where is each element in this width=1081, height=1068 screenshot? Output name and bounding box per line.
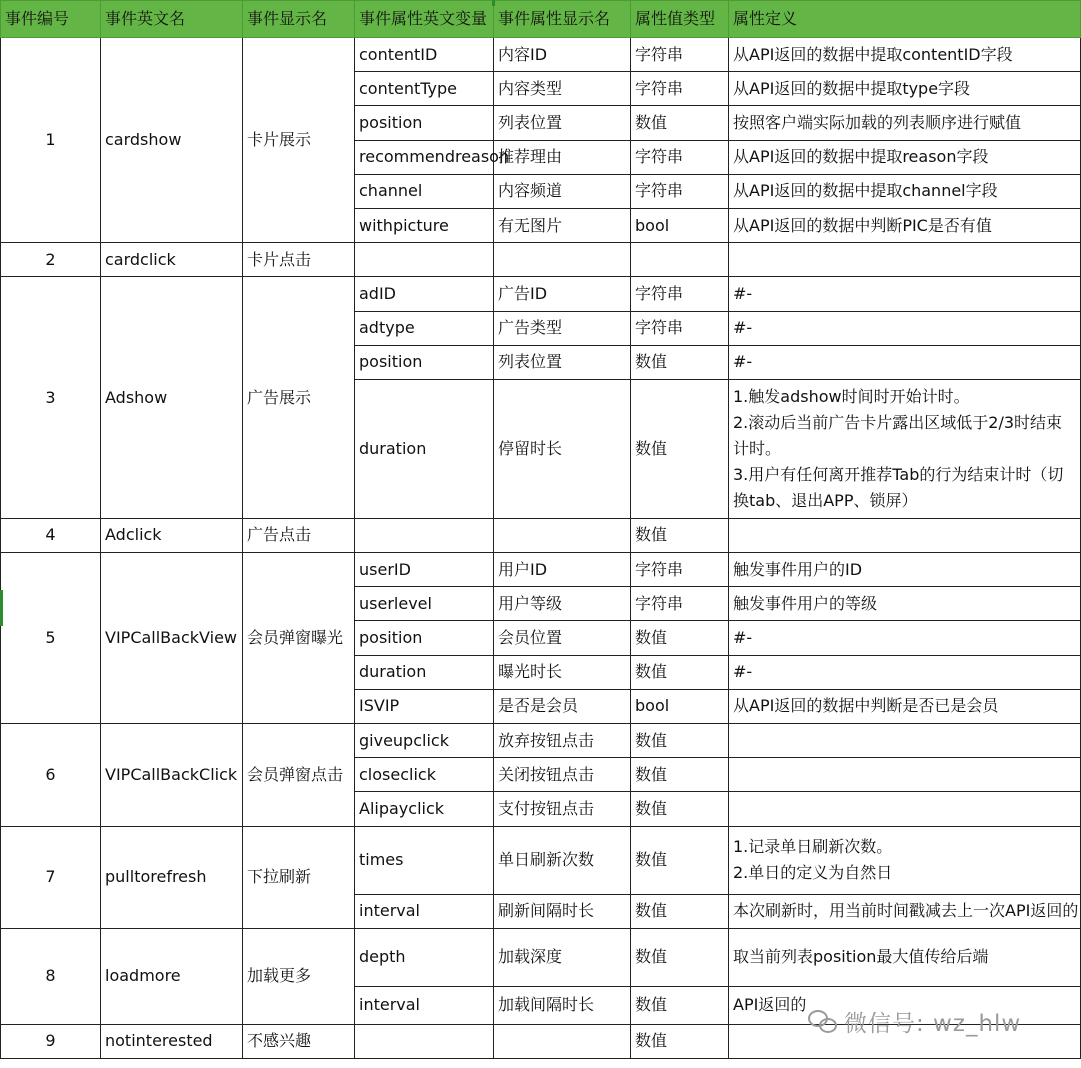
event-en-cell: cardclick: [101, 243, 243, 277]
event-display-cell: 会员弹窗曝光: [243, 553, 355, 724]
table-row: [1, 928, 1081, 986]
value-type-cell: 字符串: [631, 553, 729, 587]
attr-en-cell: position: [355, 621, 494, 655]
event-id-cell: 4: [1, 518, 101, 552]
definition-cell: [729, 724, 1081, 758]
table-row: [1, 277, 1081, 311]
attr-display-cell: 曝光时长: [494, 655, 631, 689]
definition-cell: 触发事件用户的ID: [729, 553, 1081, 587]
value-type-cell: 字符串: [631, 587, 729, 621]
definition-cell: 从API返回的数据中提取reason字段: [729, 140, 1081, 174]
definition-cell: [729, 518, 1081, 552]
value-type-cell: 字符串: [631, 38, 729, 72]
attr-en-cell: giveupclick: [355, 724, 494, 758]
event-display-cell: 卡片点击: [243, 243, 355, 277]
event-display-cell: 下拉刷新: [243, 826, 355, 928]
value-type-cell: 数值: [631, 724, 729, 758]
attr-en-cell: [355, 243, 494, 277]
definition-cell: #-: [729, 621, 1081, 655]
value-type-cell: 数值: [631, 792, 729, 826]
attr-display-cell: 用户ID: [494, 553, 631, 587]
attr-en-cell: recommendreason: [355, 140, 494, 174]
attr-display-cell: 内容ID: [494, 38, 631, 72]
attr-display-cell: 有无图片: [494, 208, 631, 242]
definition-cell: [729, 758, 1081, 792]
attr-display-cell: 列表位置: [494, 106, 631, 140]
attr-en-cell: [355, 1024, 494, 1058]
attr-display-cell: 列表位置: [494, 345, 631, 379]
definition-cell: 按照客户端实际加载的列表顺序进行赋值: [729, 106, 1081, 140]
definition-cell: 从API返回的数据中提取contentID字段: [729, 38, 1081, 72]
event-id-cell: 6: [1, 724, 101, 827]
attr-display-cell: 刷新间隔时长: [494, 894, 631, 928]
event-en-cell: Adclick: [101, 518, 243, 552]
value-type-cell: 数值: [631, 621, 729, 655]
table-row: [1, 724, 1081, 758]
definition-cell: #-: [729, 311, 1081, 345]
definition-cell: 从API返回的数据中判断是否已是会员: [729, 689, 1081, 723]
attr-en-cell: adtype: [355, 311, 494, 345]
value-type-cell: 字符串: [631, 277, 729, 311]
attr-en-cell: adID: [355, 277, 494, 311]
table-row: [1, 553, 1081, 587]
value-type-cell: 字符串: [631, 140, 729, 174]
attr-en-cell: Alipayclick: [355, 792, 494, 826]
table-row: [1, 243, 1081, 277]
header-attr-en: 事件属性英文变量: [355, 1, 494, 38]
definition-cell: #-: [729, 277, 1081, 311]
event-id-cell: 8: [1, 928, 101, 1024]
event-id-cell: 9: [1, 1024, 101, 1058]
attr-en-cell: interval: [355, 986, 494, 1024]
value-type-cell: 数值: [631, 1024, 729, 1058]
attr-display-cell: 内容频道: [494, 174, 631, 208]
header-event-display: 事件显示名: [243, 1, 355, 38]
attr-en-cell: position: [355, 106, 494, 140]
value-type-cell: 数值: [631, 758, 729, 792]
definition-cell: 取当前列表position最大值传给后端: [729, 928, 1081, 986]
table-row: [1, 38, 1081, 72]
attr-en-cell: duration: [355, 379, 494, 518]
watermark-text: 微信号: wz_hlw: [844, 1010, 1022, 1037]
value-type-cell: 数值: [631, 986, 729, 1024]
event-id-cell: 5: [1, 553, 101, 724]
event-id-cell: 1: [1, 38, 101, 243]
attr-en-cell: userID: [355, 553, 494, 587]
attr-en-cell: contentType: [355, 72, 494, 106]
definition-cell: 从API返回的数据中判断PIC是否有值: [729, 208, 1081, 242]
definition-cell: 1.记录单日刷新次数。 2.单日的定义为自然日: [729, 826, 1081, 894]
definition-cell: #-: [729, 655, 1081, 689]
definition-cell: 本次刷新时，用当前时间戳减去上一次API返回的: [729, 894, 1081, 928]
attr-display-cell: 关闭按钮点击: [494, 758, 631, 792]
attr-display-cell: 内容类型: [494, 72, 631, 106]
attr-display-cell: 支付按钮点击: [494, 792, 631, 826]
attr-en-cell: withpicture: [355, 208, 494, 242]
watermark: [808, 1003, 1053, 1039]
value-type-cell: 数值: [631, 826, 729, 894]
value-type-cell: 数值: [631, 894, 729, 928]
attr-display-cell: [494, 518, 631, 552]
attr-display-cell: 广告ID: [494, 277, 631, 311]
event-en-cell: loadmore: [101, 928, 243, 1024]
attr-display-cell: 推荐理由: [494, 140, 631, 174]
event-en-cell: VIPCallBackClick: [101, 724, 243, 827]
cell-cursor-mark: [492, 0, 495, 6]
definition-cell: 从API返回的数据中提取type字段: [729, 72, 1081, 106]
value-type-cell: 数值: [631, 345, 729, 379]
value-type-cell: bool: [631, 208, 729, 242]
attr-en-cell: userlevel: [355, 587, 494, 621]
event-id-cell: 2: [1, 243, 101, 277]
attr-en-cell: interval: [355, 894, 494, 928]
event-display-cell: 卡片展示: [243, 38, 355, 243]
attr-display-cell: 停留时长: [494, 379, 631, 518]
event-display-cell: 加载更多: [243, 928, 355, 1024]
definition-cell: API返回的: [729, 986, 1081, 1024]
attr-display-cell: 加载深度: [494, 928, 631, 986]
value-type-cell: 数值: [631, 928, 729, 986]
attr-en-cell: ISVIP: [355, 689, 494, 723]
attr-display-cell: 会员位置: [494, 621, 631, 655]
value-type-cell: 数值: [631, 379, 729, 518]
definition-cell: [729, 243, 1081, 277]
header-row: [1, 1, 1081, 38]
header-attr-display: 事件属性显示名: [494, 1, 631, 38]
event-display-cell: 不感兴趣: [243, 1024, 355, 1058]
event-en-cell: VIPCallBackView: [101, 553, 243, 724]
attr-en-cell: closeclick: [355, 758, 494, 792]
value-type-cell: 字符串: [631, 311, 729, 345]
attr-display-cell: 放弃按钮点击: [494, 724, 631, 758]
definition-cell: 从API返回的数据中提取channel字段: [729, 174, 1081, 208]
definition-cell: 1.触发adshow时间时开始计时。 2.滚动后当前广告卡片露出区域低于2/3时结束计时。 3.用户有任何离开推荐Tab的行为结束计时（切换tab、退出APP、锁屏）: [729, 379, 1081, 518]
definition-cell: [729, 792, 1081, 826]
table-row: [1, 826, 1081, 894]
value-type-cell: 字符串: [631, 174, 729, 208]
wechat-logo-icon: [808, 1008, 838, 1034]
attr-en-cell: duration: [355, 655, 494, 689]
attr-en-cell: position: [355, 345, 494, 379]
event-display-cell: 会员弹窗点击: [243, 724, 355, 827]
event-id-cell: 7: [1, 826, 101, 928]
value-type-cell: 字符串: [631, 72, 729, 106]
event-display-cell: 广告展示: [243, 277, 355, 519]
attr-en-cell: times: [355, 826, 494, 894]
value-type-cell: bool: [631, 689, 729, 723]
table-body: [1, 38, 1081, 1059]
value-type-cell: 数值: [631, 518, 729, 552]
attr-display-cell: 用户等级: [494, 587, 631, 621]
row-selection-mark: [0, 590, 3, 626]
event-en-cell: Adshow: [101, 277, 243, 519]
attr-en-cell: depth: [355, 928, 494, 986]
header-event-en: 事件英文名: [101, 1, 243, 38]
definition-cell: #-: [729, 345, 1081, 379]
event-en-cell: notinterested: [101, 1024, 243, 1058]
value-type-cell: [631, 243, 729, 277]
event-en-cell: pulltorefresh: [101, 826, 243, 928]
attr-en-cell: contentID: [355, 38, 494, 72]
attr-display-cell: 是否是会员: [494, 689, 631, 723]
table-row: [1, 518, 1081, 552]
event-display-cell: 广告点击: [243, 518, 355, 552]
header-event-id: 事件编号: [1, 1, 101, 38]
event-en-cell: cardshow: [101, 38, 243, 243]
attr-display-cell: 单日刷新次数: [494, 826, 631, 894]
value-type-cell: 数值: [631, 655, 729, 689]
attr-display-cell: [494, 1024, 631, 1058]
attr-en-cell: channel: [355, 174, 494, 208]
value-type-cell: 数值: [631, 106, 729, 140]
definition-cell: 触发事件用户的等级: [729, 587, 1081, 621]
header-definition: 属性定义: [729, 1, 1081, 38]
header-value-type: 属性值类型: [631, 1, 729, 38]
attr-display-cell: 广告类型: [494, 311, 631, 345]
attr-en-cell: [355, 518, 494, 552]
attr-display-cell: 加载间隔时长: [494, 986, 631, 1024]
attr-display-cell: [494, 243, 631, 277]
event-id-cell: 3: [1, 277, 101, 519]
